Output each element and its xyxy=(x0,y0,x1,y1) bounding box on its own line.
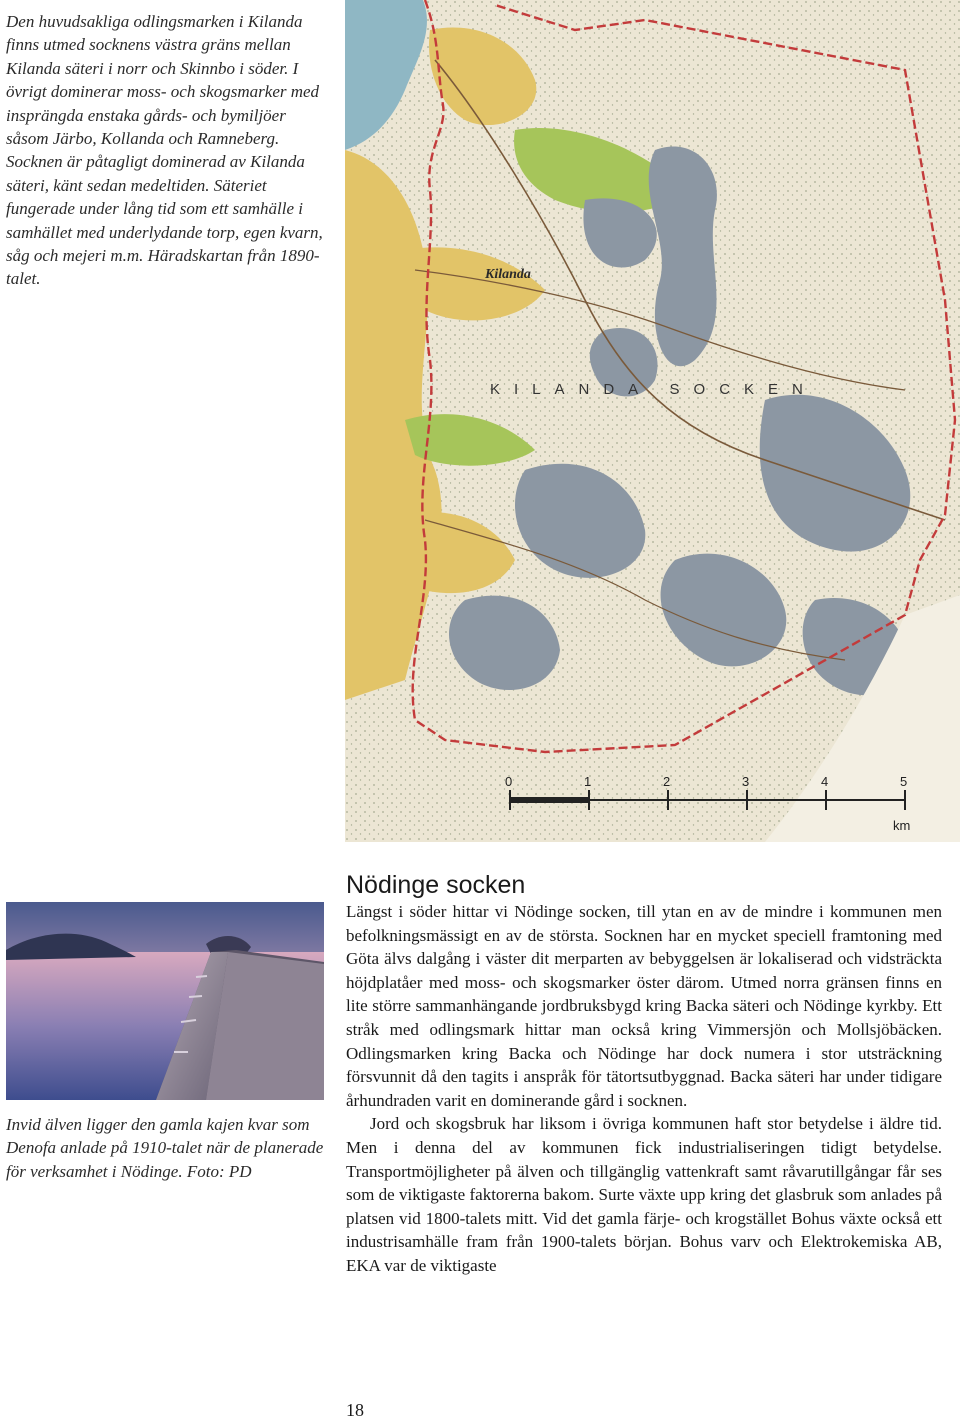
photo-caption: Invid älven ligger den gamla kajen kvar som Denofa anlade på 1910-talet när de planerade för verksamhet i Nödinge. Foto: PD xyxy=(6,1115,324,1181)
scale-tick-label: 4 xyxy=(821,774,829,789)
historical-map xyxy=(345,0,960,842)
quay-photo xyxy=(6,902,324,1100)
photo-drawing xyxy=(6,902,324,1100)
scale-tick-label: 2 xyxy=(663,774,671,789)
map-caption: Den huvudsakliga odlingsmarken i Kilanda finns utmed socknens västra gräns mellan Kilanda säteri i norr och Skinnbo i söder. I övrigt dominerar moss- och skogsmarker med insprängda enstaka gårds- och bymiljöer såsom Järbo, Kollanda och Ramneberg. Socknen är påtagligt dominerad av Kilanda säteri, känt sedan medeltiden. Säteriet fungerade under lång tid som ett samhälle i samhället med underlydande torp, egen kvarn, såg och mejeri m.m. Häradskartan från 1890-talet. xyxy=(6,12,323,289)
map-parish-label: KILANDA SOCKEN xyxy=(490,381,817,398)
scale-tick-label: 1 xyxy=(584,774,592,789)
article-body xyxy=(346,900,942,1278)
scale-tick-label: 5 xyxy=(900,774,908,789)
map-place-label: Kilanda xyxy=(485,267,531,282)
scale-tick-label: 0 xyxy=(505,774,513,789)
scale-tick-label: 3 xyxy=(742,774,750,789)
map-drawing xyxy=(345,0,960,842)
article-paragraph: Jord och skogsbruk har liksom i övriga kommunen haft stor betydelse i äldre tid. Men i denna del av kommunen fick industrialiseringen tidigt betydelse. Transportmöjligheter på älven och tillgänglig vattenkraft samt råvarutillgångar får ses som de viktigaste faktorerna bakom. Surte växte upp kring det glasbruk som anlades på platsen vid 1800-talets mitt. Vid det gamla färje- och krogstället Bohus växte också ett industrisamhälle fram från 1900-talets början. Bohus varv och Elektrokemiska AB, EKA var de viktigaste xyxy=(346,1114,942,1275)
article-paragraph: Längst i söder hittar vi Nödinge socken, till ytan en av de mindre i kommunen men befolkningsmässigt en av de största. Socknen har en mycket speciell framtoning med Göta älvs dalgång i väster dit merparten av bebyggelsen är lokaliserad och vidsträckta höjdplatåer med moss- och skogsmarker öster därom. Utmed norra gränsen finns en lite större sammanhängande jordbruksbygd kring Backa säteri och Nödinge kyrkby. Ett stråk med odlingsmark hittar man också kring Vimmersjön och Mollsjöbäcken. Odlingsmarken kring Backa och Nödinge har dock numera i stor utsträckning försvunnit då den tagits i anspråk för tätortsutbyggnad. Backa säteri har under tidigare århundraden varit en dominerande gård i socknen. xyxy=(346,902,942,1110)
article-title: Nödinge socken xyxy=(346,871,526,899)
scale-unit-label: km xyxy=(893,818,911,833)
page-number: 18 xyxy=(346,1400,364,1420)
